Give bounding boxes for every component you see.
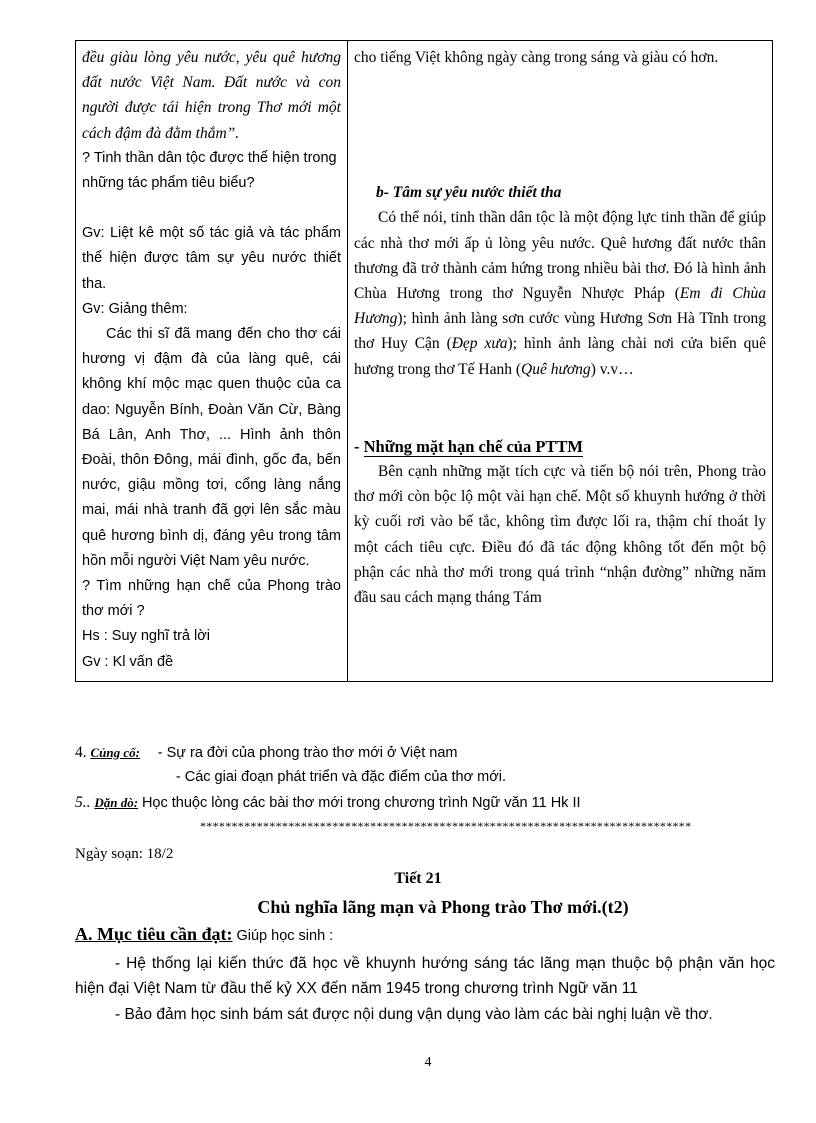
lesson-number: Tiết 21 (394, 870, 442, 887)
objective-paragraph: - Hệ thống lại kiến thức đã học về khuynh hướng sáng tác lãng mạn thuộc bộ phận văn học hiện đại Việt Nam từ đầu thế kỷ XX đến năm 1945 trong chương trình Ngữ văn 11 (75, 955, 775, 997)
work-title: Em đi Chùa Hương (354, 285, 767, 328)
work-title: Đẹp xưa (451, 335, 508, 353)
teacher-note: Gv: Liệt kê một số tác giả và tác phẩm thể hiện được tâm sự yêu nước thiết tha. (82, 225, 341, 292)
homework-text: Học thuộc lòng các bài thơ mới trong chương trình Ngữ văn 11 Hk II (141, 795, 581, 811)
work-title: Quê hương (521, 360, 591, 378)
question-text: ? Tinh thần dân tộc được thể hiện trong những tác phẩm tiêu biểu? (82, 149, 337, 192)
section-heading: - Những mặt hạn chế của PTTM (354, 436, 583, 456)
student-note: Hs : Suy nghĩ trả lời (82, 628, 210, 645)
consolidation-item: - Các giai đoạn phát triển và đặc điểm của thơ mới. (175, 769, 506, 785)
content-cell (348, 41, 773, 682)
question-text: ? Tìm những hạn chế của Phong trào thơ mới ? (82, 578, 341, 620)
separator: ****************************************************************************** (200, 819, 692, 833)
section-paragraph: Bên cạnh những mặt tích cực và tiến bộ nói trên, Phong trào thơ mới còn bộc lộ một vài hạn chế. Một số khuynh hướng ở thời kỳ cuối rơi vào bế tắc, không tìm được lối ra, thậm chí thoát ly một cách tiêu cực. Điều đó đã tác động không tốt đến một bộ phận các nhà thơ mới trong quá trình “nhận đường” những năm đầu sau cách mạng tháng Tám (354, 463, 766, 607)
table-row (76, 41, 773, 682)
consolidation-line (75, 768, 775, 786)
lesson-table (75, 40, 773, 682)
quote-text: đều giàu lòng yêu nước, yêu quê hương đất nước Việt Nam. Đất nước và con người được tái hiện trong Thơ mới một cách đậm đà đằm thắm”. (82, 49, 341, 142)
explanation-text: Các thi sĩ đã mang đến cho thơ cái hương vị đậm đà của làng quê, cái không khí mộc mạc quen thuộc của ca dao: Nguyễn Bính, Đoàn Văn Cừ, Bàng Bá Lân, Anh Thơ, ... Hình ảnh thôn Đoài, thôn Đông, mái đình, gốc đa, bến nước, giậu mồng tơi, cổng làng nắng mai, mái nhà tranh đã gợi lên sắc màu quê hương bình dị, đáng yêu trong tâm hồn mỗi người Việt Nam yêu nước. (82, 326, 341, 569)
content-line: cho tiếng Việt không ngày càng trong sáng và giàu có hơn. (354, 49, 719, 66)
homework-line: 5.. Dặn dò: Học thuộc lòng các bài thơ mới trong chương trình Ngữ văn 11 Hk II (75, 794, 581, 811)
objective-paragraph: - Bảo đảm học sinh bám sát được nội dung vận dụng vào làm các bài nghị luận về thơ. (115, 1006, 713, 1023)
consolidation-item: - Sự ra đời của phong trào thơ mới ở Việt nam (157, 745, 458, 761)
date-line: Ngày soạn: 18/2 (75, 846, 174, 862)
teacher-note: Gv : Kl vấn đề (82, 653, 174, 670)
consolidation-line: 4. Củng cố: - Sự ra đời của phong trào thơ mới ở Việt nam (75, 744, 458, 761)
section-paragraph: Có thể nói, tinh thần dân tộc là một động lực tinh thần để giúp các nhà thơ mới ấp ủ lòng yêu nước. Quê hương đất nước thân thương đã trở thành cảm hứng trong nhiều bài thơ. Đó là hình ảnh Chùa Hương trong thơ Nguyễn Nhược Pháp (Em đi Chùa Hương); hình ảnh làng sơn cước vùng Hương Sơn Hà Tĩnh trong thơ Huy Cận (Đẹp xưa); hình ảnh làng chài nơi cửa biển quê hương trong thơ Tế Hanh (Quê hương) v.v… (354, 209, 767, 378)
page-number: 4 (424, 1055, 432, 1070)
objectives-heading: A. Mục tiêu cần đạt: Giúp học sinh : (75, 924, 334, 944)
lesson-title: Chủ nghĩa lãng mạn và Phong trào Thơ mới.(t2) (257, 897, 629, 917)
teacher-note: Gv: Giảng thêm: (82, 300, 188, 317)
consolidation-label: Củng cố: (90, 745, 140, 760)
teacher-activity-cell (76, 41, 348, 682)
homework-label: Dặn dò: (94, 795, 139, 810)
section-heading: b- Tâm sự yêu nước thiết tha (376, 184, 562, 202)
